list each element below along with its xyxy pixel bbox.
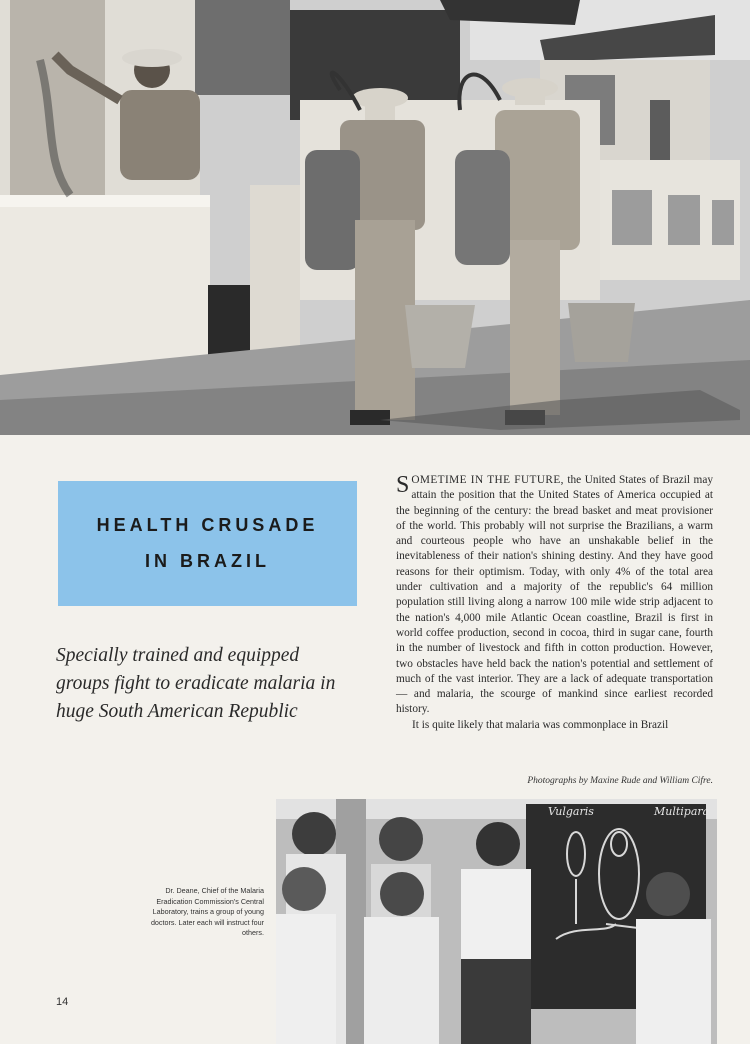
drop-cap: S xyxy=(396,472,410,498)
title-line-1: HEALTH CRUSADE xyxy=(96,515,319,536)
page-number: 14 xyxy=(56,996,69,1008)
photo-caption: Dr. Deane, Chief of the Malaria Eradication Commission's Central Laboratory, trains a group of young doctors. Later each will instruct four others. xyxy=(150,886,264,937)
spray-team-photo xyxy=(0,0,750,435)
title-line-2: IN BRAZIL xyxy=(145,550,270,571)
blackboard-label-right: Multipara xyxy=(654,805,710,818)
blackboard-label-left: Vulgaris xyxy=(548,805,594,818)
paragraph-1 xyxy=(396,473,713,718)
paragraph-2: It is quite likely that malaria was commonplace in Brazil xyxy=(412,718,669,731)
subtitle: Specially trained and equipped groups fight to eradicate malaria in huge South American Republic xyxy=(56,645,336,722)
paragraph-1-text: the United States of Brazil may attain the position that the United States of America occupied at the beginning of the century: the bread basket and meat provisioner of the world. This probably will not surprise the Brazilians, a warm and courteous people who have an unshakable belief in the inevitableness of their nation's shining destiny. And they have good reasons for their optimism. Today, with only 4% of the total area under cultivation and a majority of the republic's 64 million population still living along a narrow 100 mile wide strip adjacent to the nation's 4,000 mile Atlantic Ocean coastline, Brazil is first in world coffee production, second in cocoa, third in sugar cane, fourth in the number of livestock and fifth in cotton production. However, two obstacles have held back the nation's potential and settlement of much of the vast interior. They are a lack of adequate transportation — and malaria, the scourge of mankind since earliest recorded history. xyxy=(396,474,713,716)
laboratory-training-photo xyxy=(276,799,717,1044)
lead-in: OMETIME IN THE FUTURE, xyxy=(411,474,564,486)
photo-credit: Photographs by Maxine Rude and William Cifre. xyxy=(527,776,713,786)
title-box xyxy=(58,481,357,606)
article-body xyxy=(396,473,713,733)
